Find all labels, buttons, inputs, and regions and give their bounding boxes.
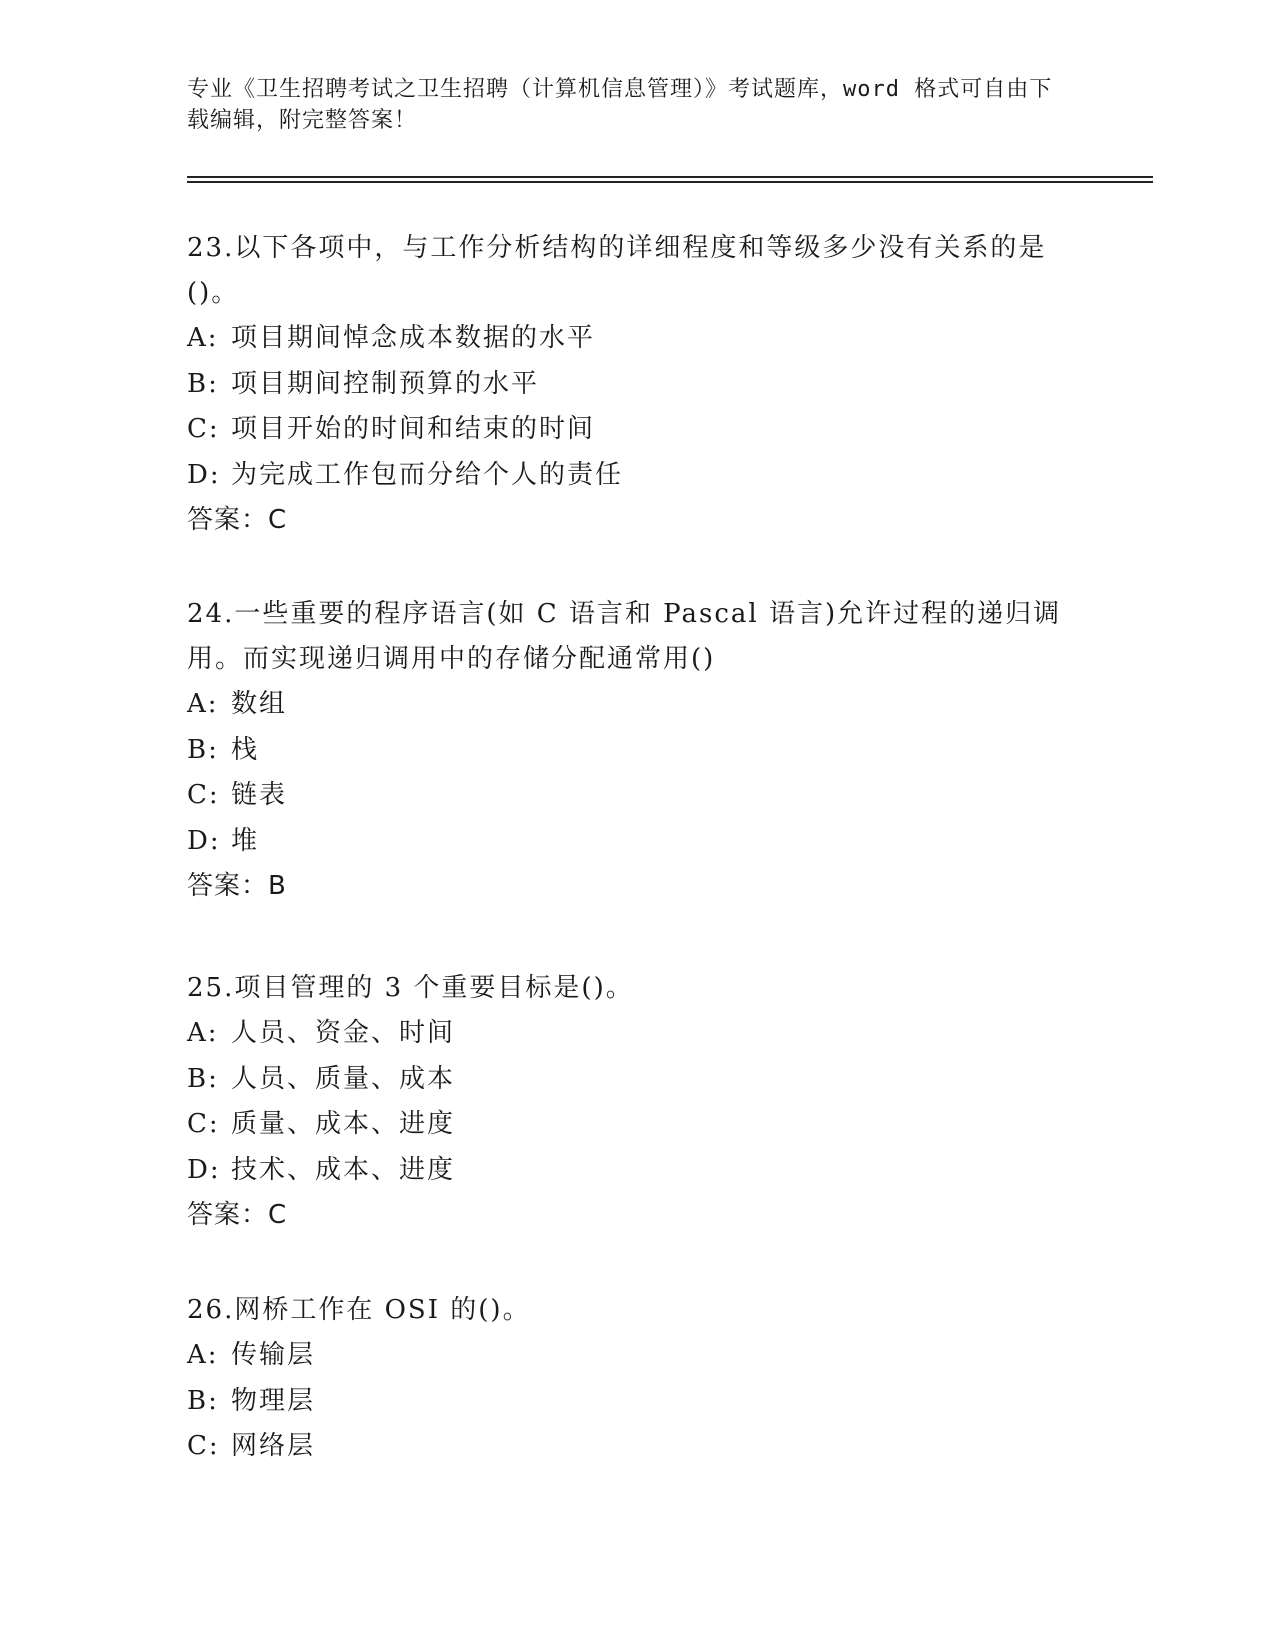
option-key: C:	[187, 780, 220, 810]
option-a	[187, 316, 1087, 362]
option-text: 为完成工作包而分给个人的责任	[231, 459, 624, 490]
option-c	[187, 407, 1087, 453]
option-text: 链表	[231, 780, 288, 810]
option-key: B:	[187, 1063, 219, 1094]
question-24	[187, 592, 1087, 909]
option-key: C:	[187, 1431, 220, 1461]
option-key: D:	[187, 825, 221, 856]
option-key: B:	[187, 368, 219, 399]
option-key: A:	[187, 1018, 219, 1048]
option-text: 项目开始的时间和结束的时间	[231, 414, 596, 444]
option-key: B:	[187, 734, 219, 765]
option-text: 堆	[231, 825, 260, 856]
option-key: C:	[187, 1109, 220, 1139]
option-b	[187, 728, 1087, 774]
option-text: 数组	[231, 689, 288, 719]
question-stem: 25.项目管理的 3 个重要目标是()。	[187, 973, 634, 1003]
question-stem: 23.以下各项中，与工作分析结构的详细程度和等级多少没有关系的是()。	[187, 233, 1047, 308]
question-25	[187, 966, 1087, 1238]
answer-line: 答案：B	[187, 871, 287, 901]
option-key: B:	[187, 1385, 219, 1416]
option-d	[187, 819, 1087, 865]
option-c	[187, 1102, 1087, 1148]
question-stem: 24.一些重要的程序语言(如 C 语言和 Pascal 语言)允许过程的递归调用。而实现递归调用中的存储分配通常用()	[187, 599, 1062, 674]
option-text: 物理层	[231, 1385, 316, 1416]
option-text: 人员、资金、时间	[231, 1018, 456, 1048]
option-d	[187, 1148, 1087, 1194]
option-c	[187, 1424, 1087, 1470]
option-b	[187, 362, 1087, 408]
question-26	[187, 1288, 1087, 1470]
option-text: 人员、质量、成本	[231, 1063, 456, 1094]
question-stem: 26.网桥工作在 OSI 的()。	[187, 1295, 531, 1325]
option-text: 项目期间悼念成本数据的水平	[231, 323, 596, 353]
option-text: 栈	[231, 734, 260, 765]
option-text: 项目期间控制预算的水平	[231, 368, 540, 399]
option-text: 质量、成本、进度	[231, 1109, 456, 1139]
option-a	[187, 1333, 1087, 1379]
option-b	[187, 1379, 1087, 1425]
answer-line: 答案：C	[187, 505, 288, 535]
option-text: 技术、成本、进度	[231, 1154, 456, 1185]
option-d	[187, 453, 1087, 499]
option-a	[187, 1011, 1087, 1057]
document-header: 专业《卫生招聘考试之卫生招聘（计算机信息管理）》考试题库，word 格式可自由下载编辑，附完整答案！	[187, 77, 1053, 133]
header-double-rule	[187, 176, 1153, 183]
option-key: A:	[187, 323, 219, 353]
question-23	[187, 226, 1087, 543]
option-key: A:	[187, 1340, 219, 1370]
option-text: 网络层	[231, 1431, 316, 1461]
option-c	[187, 773, 1087, 819]
option-b	[187, 1057, 1087, 1103]
option-key: C:	[187, 414, 220, 444]
option-key: A:	[187, 689, 219, 719]
option-key: D:	[187, 1154, 221, 1185]
answer-line: 答案：C	[187, 1200, 288, 1230]
option-key: D:	[187, 459, 221, 490]
option-text: 传输层	[231, 1340, 316, 1370]
option-a	[187, 682, 1087, 728]
